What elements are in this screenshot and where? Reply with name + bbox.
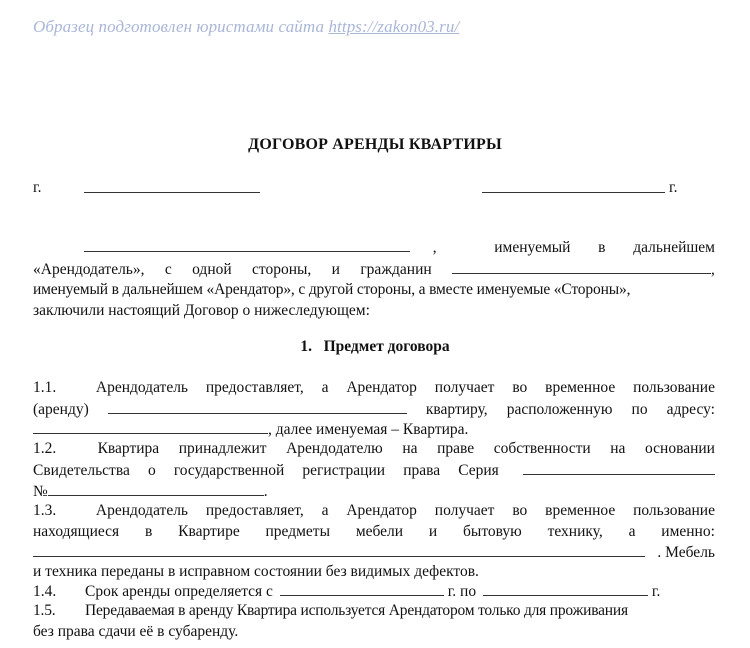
lease-end-date-field[interactable] xyxy=(483,581,648,596)
certificate-series-field[interactable] xyxy=(523,460,715,475)
clause-1-5-line-1: 1.5. Передаваемая в аренду Квартира используется Арендатором только для проживания xyxy=(33,602,628,619)
certificate-number-field[interactable] xyxy=(48,481,264,496)
watermark xyxy=(33,17,459,37)
city-field[interactable] xyxy=(84,178,260,193)
clause-1-3-line-3: . Мебель xyxy=(33,542,715,563)
clause-1-4: 1.4. Срок аренды определяется с г. по г. xyxy=(33,583,661,600)
section-heading: 1. Предмет договора xyxy=(300,338,450,355)
date-field[interactable] xyxy=(482,178,665,193)
apartment-description-field[interactable] xyxy=(108,399,407,414)
clause-1-2-line-1: 1.2. Квартира принадлежит Арендодателю на праве собственности на основании xyxy=(33,440,715,457)
clause-1-2-line-2: Свидетельства о государственной регистрации права Серия xyxy=(33,460,715,481)
date-suffix: г. xyxy=(669,179,678,196)
preamble-line-4: заключили настоящий Договор о нижеследующем: xyxy=(33,302,370,319)
preamble-line-3: именуемый в дальнейшем «Арендатор», с другой стороны, а вместе именуемые «Стороны», xyxy=(33,281,631,298)
clause-1-3-line-2: находящиеся в Квартире предметы мебели и бытовую технику, а именно: xyxy=(33,523,715,540)
clause-1-1-line-3: , далее именуемая – Квартира. xyxy=(33,419,715,440)
watermark-text: Образец подготовлен юристами сайта xyxy=(33,17,325,36)
tenant-name-field[interactable] xyxy=(452,259,711,274)
preamble-line-1: , именуемый в дальнейшем xyxy=(33,237,715,258)
clause-1-3-line-4: и техника переданы в исправном состоянии без видимых дефектов. xyxy=(33,563,479,580)
address-field[interactable] xyxy=(33,419,268,434)
clause-1-5-line-2: без права сдачи её в субаренду. xyxy=(33,623,239,640)
clause-1-1-line-1: 1.1. Арендодатель предоставляет, а Арендатор получает во временное пользование xyxy=(33,379,715,396)
clause-1-2-line-3: № . xyxy=(33,483,268,500)
furniture-list-field[interactable] xyxy=(33,542,645,557)
preamble-line-2: «Арендодатель», с одной стороны, и гражданин , xyxy=(33,261,715,278)
city-label: г. xyxy=(33,179,42,196)
lease-start-date-field[interactable] xyxy=(280,581,444,596)
landlord-name-field[interactable] xyxy=(84,237,410,252)
clause-1-3-line-1: 1.3. Арендодатель предоставляет, а Арендатор получает во временное пользование xyxy=(33,502,715,519)
watermark-link[interactable]: https://zakon03.ru/ xyxy=(328,17,460,36)
document-title: ДОГОВОР АРЕНДЫ КВАРТИРЫ xyxy=(248,136,502,153)
clause-1-1-line-2: (аренду) квартиру, расположенную по адресу: xyxy=(33,401,715,418)
